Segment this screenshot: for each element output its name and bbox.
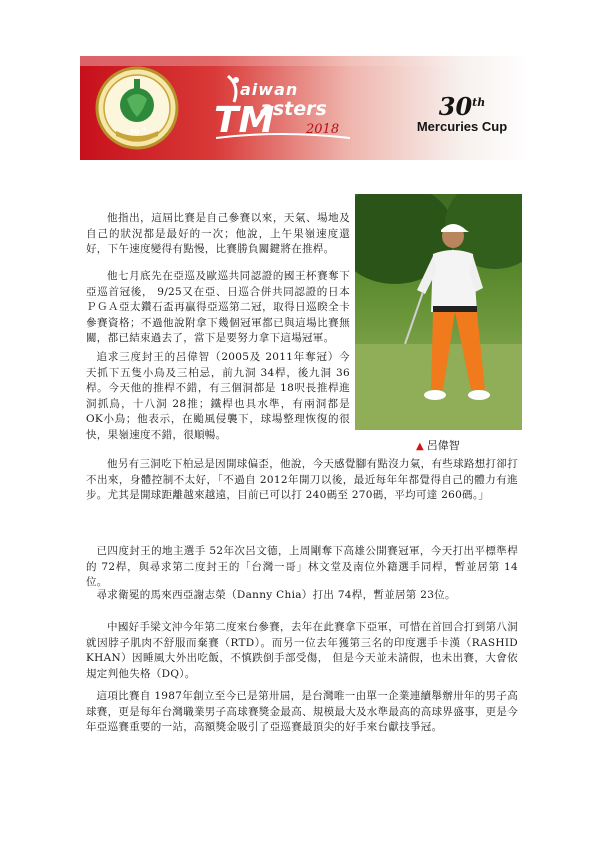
article-paragraph-2: 他七月底先在亞巡及歐巡共同認證的國王杯賽奪下亞巡首冠後， 9/25又在亞、日巡合併共同認證的日本ＰＧＡ亞太鑽石盃再贏得亞巡第二冠，取得日巡睽全卡參賽資格；不過他說附拿下幾個冠軍都已與這場比賽無關，都已結束過去了，當下是要努力拿下這場冠軍。 bbox=[86, 270, 350, 344]
logo-year: 2018 bbox=[306, 122, 340, 137]
triangle-up-icon: ▲ bbox=[416, 441, 424, 452]
article-paragraph-6: 尋求衛冕的馬來西亞謝志榮（Danny Chia）打出 74桿，暫並居第 23位。 bbox=[96, 589, 456, 601]
mercuries-cup-title bbox=[412, 92, 512, 134]
article-paragraph-4: 他另有三洞吃下柏忌是因開球偏歪，他說，今天感覺腳有點沒力氣，有些球路想打卻打不出來，身體控制不太好，「不過自 2012年開刀以後，最近每年年都覺得自己的體力有進步。尤其是開球距離越來越遠，目前已可以打 240碼至 270碼，平均可達 260碼。」 bbox=[86, 458, 518, 501]
article-paragraph-5: 已四度封王的地主選手 52年次呂文德，上周剛奪下高雄公開賽冠軍，今天打出平標準桿的 72桿，與尋求第二度封王的「台灣一哥」林文堂及南位外籍選手同桿，暫並居第 14位。 bbox=[86, 545, 518, 588]
player-photo bbox=[355, 194, 522, 430]
article-paragraph-7: 中國好手梁文沖今年第二度來台參賽，去年在此賽拿下亞軍，可惜在首回合打到第八洞就因脖子肌肉不舒服而棄賽（RTD）。而另一位去年獲第三名的印度選手卡漢（RASHID KHAN）因睡風大外出吃飯，不慎跌倒手部受傷， 但是今天並未請假，也未出賽，大會依規定判他失格（DQ）。 bbox=[86, 621, 518, 680]
anniversary-number: 30 bbox=[438, 92, 473, 121]
anniversary-suffix: th bbox=[472, 96, 486, 109]
seal-number: 30 bbox=[129, 128, 139, 136]
logo-tm-letters: TM bbox=[214, 100, 275, 141]
cup-name: Mercuries Cup bbox=[416, 119, 508, 134]
taiwan-masters-logo bbox=[210, 72, 370, 152]
golfer-figure-image bbox=[355, 194, 522, 430]
caption-text: 呂偉智 bbox=[426, 439, 460, 452]
article-paragraph-8: 這項比賽自 1987年創立至今已是第卅屆，是台灣唯一由單一企業連續舉辦卅年的男子高球賽，更是每年台灣職業男子高球賽獎金最高、規模最大及水準最高的高球界盛事，更是今年亞巡賽重要的一站，高額獎金吸引了亞巡賽最頂尖的好手來台獻技爭冠。 bbox=[86, 690, 518, 733]
logo-word-taiwan: aiwan bbox=[240, 80, 299, 99]
article-paragraph-3: 追求三度封王的呂偉智（2005及 2011年奪冠）今天抓下五隻小鳥及三柏忌，前九洞 34桿，後九洞 36桿。今天他的推桿不錯，有三個洞都是 18呎長推桿進洞抓鳥，十八洞 28推；鐵桿也具水準，有兩洞都是 OK小鳥；他表示，在颱風侵襲下，球場整理恢復的很快，果嶺速度不錯，很順暢。 bbox=[86, 351, 350, 441]
logo-word-masters: asters bbox=[260, 98, 327, 120]
article-paragraph-1: 他指出，這屆比賽是自己參賽以來，天氣、場地及自己的狀況都是最好的一次；他說，上午果嶺速度還好，下午速度變得有點慢，比賽勝負關鍵將在推桿。 bbox=[86, 212, 350, 255]
tournament-seal-icon bbox=[94, 65, 180, 151]
photo-caption bbox=[416, 437, 460, 453]
seal-suffix: th bbox=[142, 127, 147, 132]
header-banner bbox=[80, 56, 530, 160]
